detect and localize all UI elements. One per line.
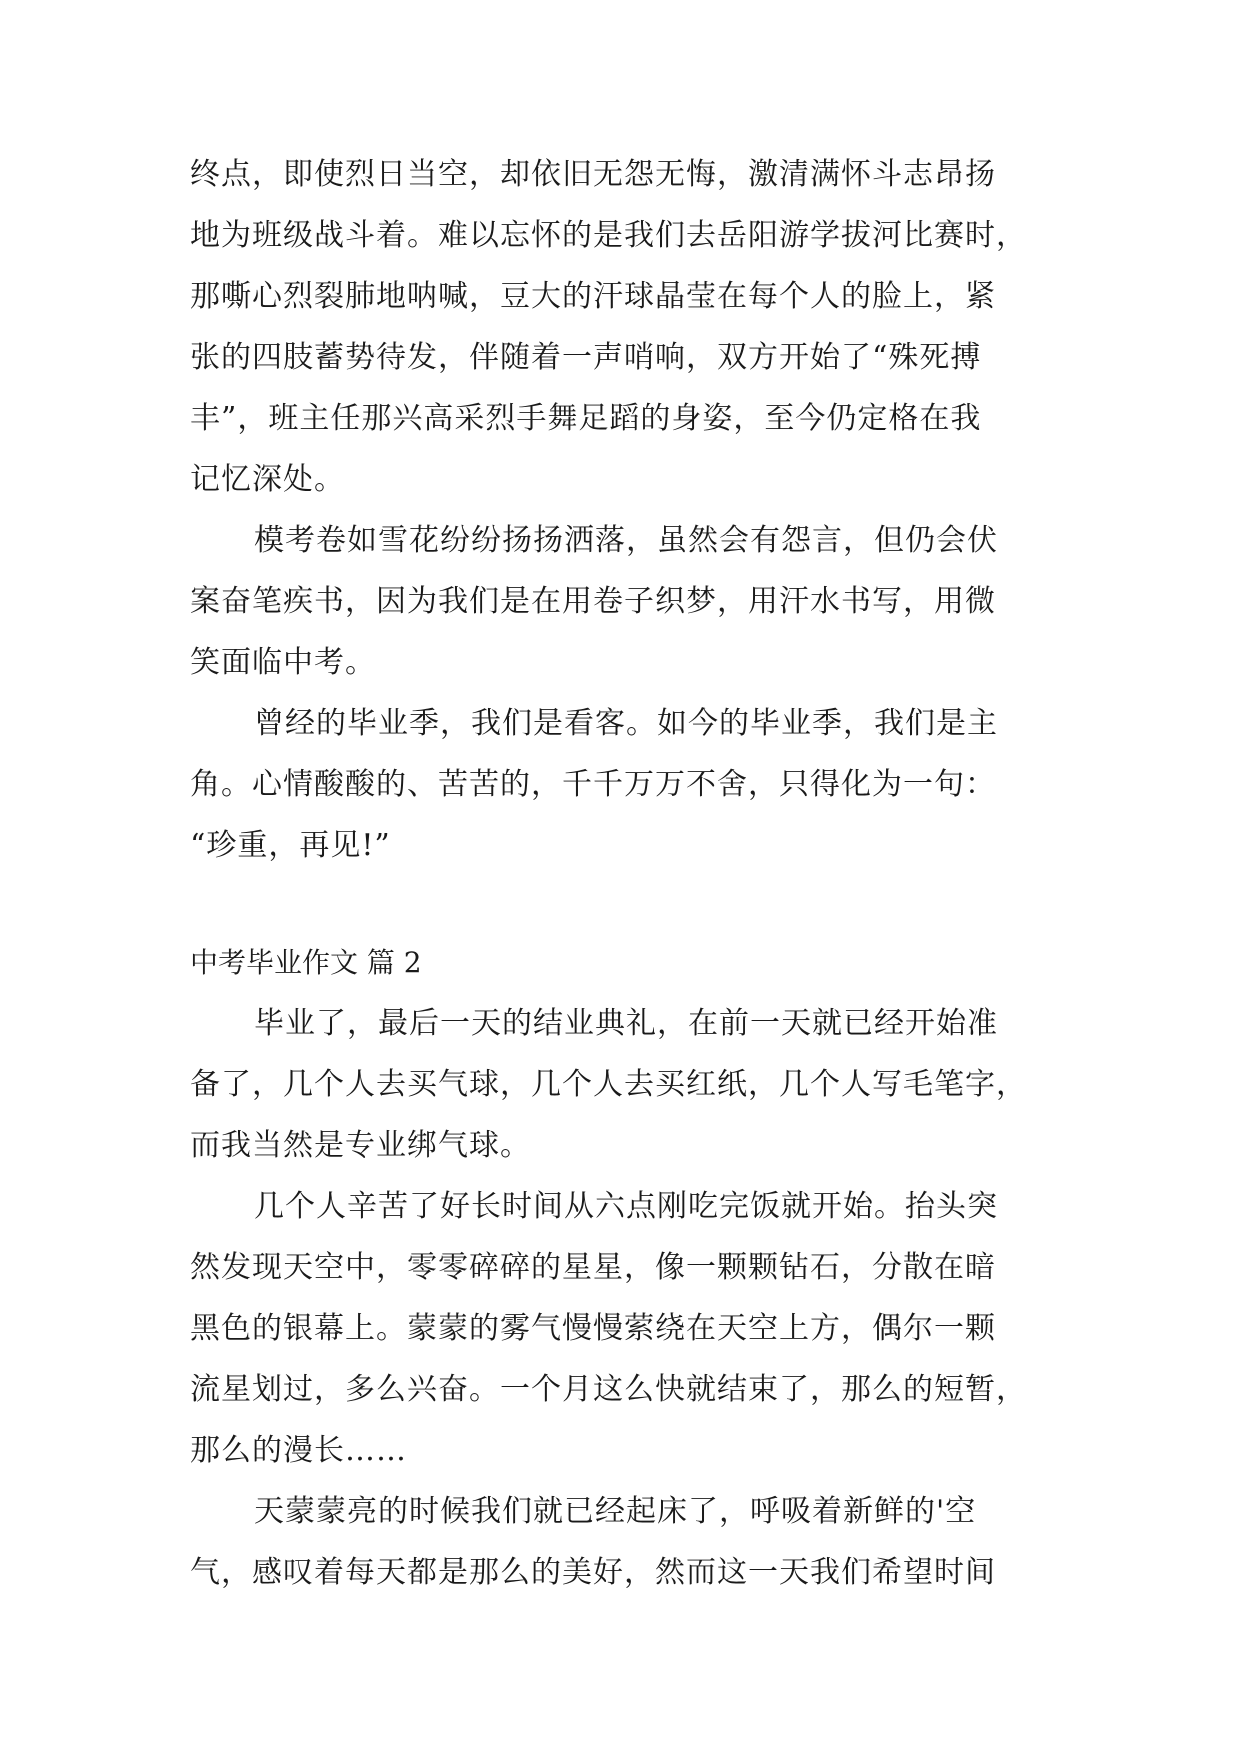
text-line: 毕业了，最后一天的结业典礼，在前一天就已经开始准 <box>254 1006 998 1041</box>
section-spacer <box>190 892 1090 948</box>
section-title: 中考毕业作文 篇 2 <box>190 946 422 979</box>
text-line: 备了，几个人去买气球，几个人去买红纸，几个人写毛笔字， <box>190 1067 1027 1102</box>
text-line: 地为班级战斗着。难以忘怀的是我们去岳阳游学拔河比赛时， <box>190 218 1027 253</box>
document-body <box>190 157 1090 1619</box>
paragraph-3 <box>190 706 1090 863</box>
text-line: 记忆深处。 <box>190 462 345 497</box>
text-line: 那么的漫长…… <box>190 1433 407 1468</box>
text-line: 曾经的毕业季，我们是看客。如今的毕业季，我们是主 <box>254 706 998 741</box>
text-line: 几个人辛苦了好长时间从六点刚吃完饭就开始。抬头突 <box>254 1189 998 1224</box>
text-line: 张的四肢蓄势待发，伴随着一声哨响，双方开始了“殊死搏 <box>190 340 982 375</box>
text-line: 流星划过，多么兴奋。一个月这么快就结束了，那么的短暂， <box>190 1372 1027 1407</box>
paragraph-1 <box>190 157 1090 497</box>
paragraph-2 <box>190 523 1090 680</box>
text-line: 而我当然是专业绑气球。 <box>190 1128 531 1163</box>
text-line: 气，感叹着每天都是那么的美好，然而这一天我们希望时间 <box>190 1555 996 1590</box>
text-line: “珍重，再见!” <box>190 828 391 863</box>
text-line: 那嘶心烈裂肺地呐喊，豆大的汗球晶莹在每个人的脸上，紧 <box>190 279 996 314</box>
text-line: 笑面临中考。 <box>190 645 376 680</box>
text-line: 天蒙蒙亮的时候我们就已经起床了，呼吸着新鲜的'空 <box>254 1494 977 1529</box>
paragraph-5 <box>190 1189 1090 1468</box>
text-line: 模考卷如雪花纷纷扬扬洒落，虽然会有怨言，但仍会伏 <box>254 523 998 558</box>
paragraph-4 <box>190 1006 1090 1163</box>
text-line: 终点，即使烈日当空，却依旧无怨无悔，激清满怀斗志昂扬 <box>190 157 996 192</box>
text-line: 然发现天空中，零零碎碎的星星，像一颗颗钻石，分散在暗 <box>190 1250 996 1285</box>
text-line: 角。心情酸酸的、苦苦的，千千万万不舍，只得化为一句： <box>190 767 996 802</box>
text-line: 丰”，班主任那兴高采烈手舞足蹈的身姿，至今仍定格在我 <box>190 401 982 436</box>
text-line: 黑色的银幕上。蒙蒙的雾气慢慢萦绕在天空上方，偶尔一颗 <box>190 1311 996 1346</box>
text-line: 案奋笔疾书，因为我们是在用卷子织梦，用汗水书写，用微 <box>190 584 996 619</box>
paragraph-6 <box>190 1494 1090 1590</box>
